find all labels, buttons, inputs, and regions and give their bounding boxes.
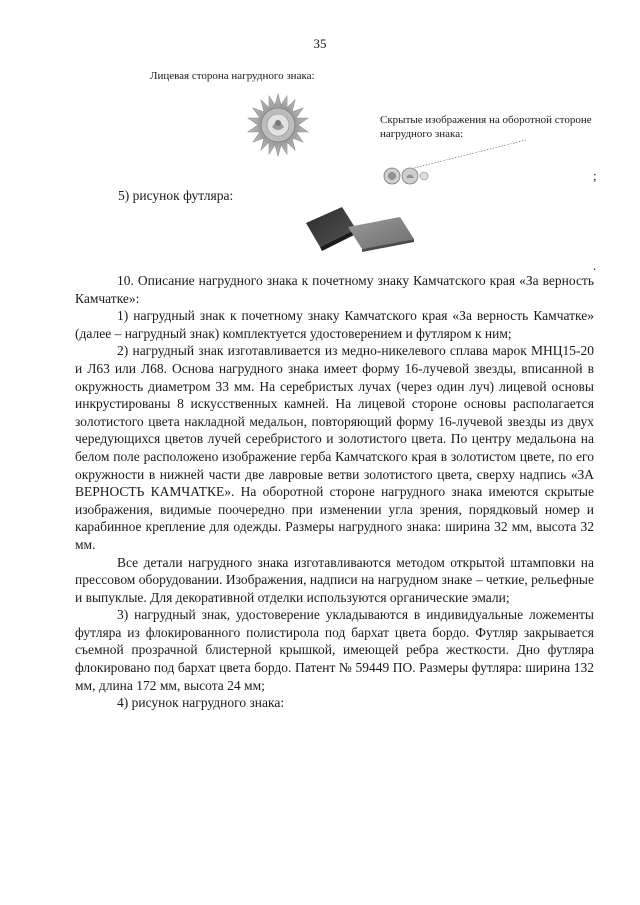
case-drawing-caption: 5) рисунок футляра: — [118, 188, 234, 203]
paragraph-item-4: 4) рисунок нагрудного знака: — [117, 695, 285, 711]
front-side-caption: Лицевая сторона нагрудного знака: — [150, 70, 315, 82]
document-body — [75, 272, 594, 712]
hidden-images-thumbnails — [383, 167, 429, 185]
paragraph-item-1: 1) нагрудный знак к почетному знаку Камчатского края «За верность Камчатке» (далее – нагрудный знак) комплектуется удостоверением и футляром к ним; — [75, 308, 594, 341]
page-number: 35 — [313, 36, 327, 51]
paragraph-item-3: 3) нагрудный знак, удостоверение укладываются в индивидуальные ложементы футляра из флокированного полистирола под бархат цвета бордо. Футляр закрывается съемной прозрачной блистерной крышкой, имеющей ребра жесткости. Дно футляра флокировано под бархат цвета бордо. Патент № 59449 ПО. Размеры футляра: ширина 132 мм, длина 172 мм, высота 24 мм; — [75, 607, 594, 693]
paragraph-manufacturing: Все детали нагрудного знака изготавливаются методом открытой штамповки на прессовом оборудовании. Изображения, надписи на нагрудном знаке – четкие, рельефные и выпуклые. Для декоративной отделки используются органические эмали; — [75, 554, 594, 605]
paragraph-item-2: 2) нагрудный знак изготавливается из медно-никелевого сплава марок МНЦ15-20 и Л63 или Л68. Основа нагрудного знака имеет форму 16-лучевой звезды, вписанной в окружность диаметром 33 мм. На серебристых лучах (через один луч) лицевой основы инкрустированы 8 искусственных камней. На лицевой стороне основы располагается золотистого цвета накладной медальон, повторяющий форму 16-лучевой звезды из двух чередующихся цветов лучей серебристого и золотистого цвета. По центру медальона на белом поле расположено изображение герба Камчатского края в золотистом цвете, по его окружности в нижней части две лавровые ветви золотистого цвета, сверху надпись «ЗА ВЕРНОСТЬ КАМЧАТКЕ». На оборотной стороне нагрудного знака имеются скрытые изображения, видимые поочередно при изменении угла зрения, порядковый номер и карабинное крепление для одежды. Размеры нагрудного знака: ширина 32 мм, высота 32 мм. — [75, 343, 594, 552]
case-image — [304, 205, 416, 253]
badge-front-image — [246, 93, 310, 157]
trailing-semicolon: ; — [593, 168, 597, 183]
trailing-period: . — [593, 258, 597, 273]
section-heading-paragraph: 10. Описание нагрудного знака к почетному знаку Камчатского края «За верность Камчатке»: — [75, 273, 594, 306]
hidden-images-caption: Скрытые изображения на оборотной стороне нагрудного знака: — [380, 114, 592, 140]
